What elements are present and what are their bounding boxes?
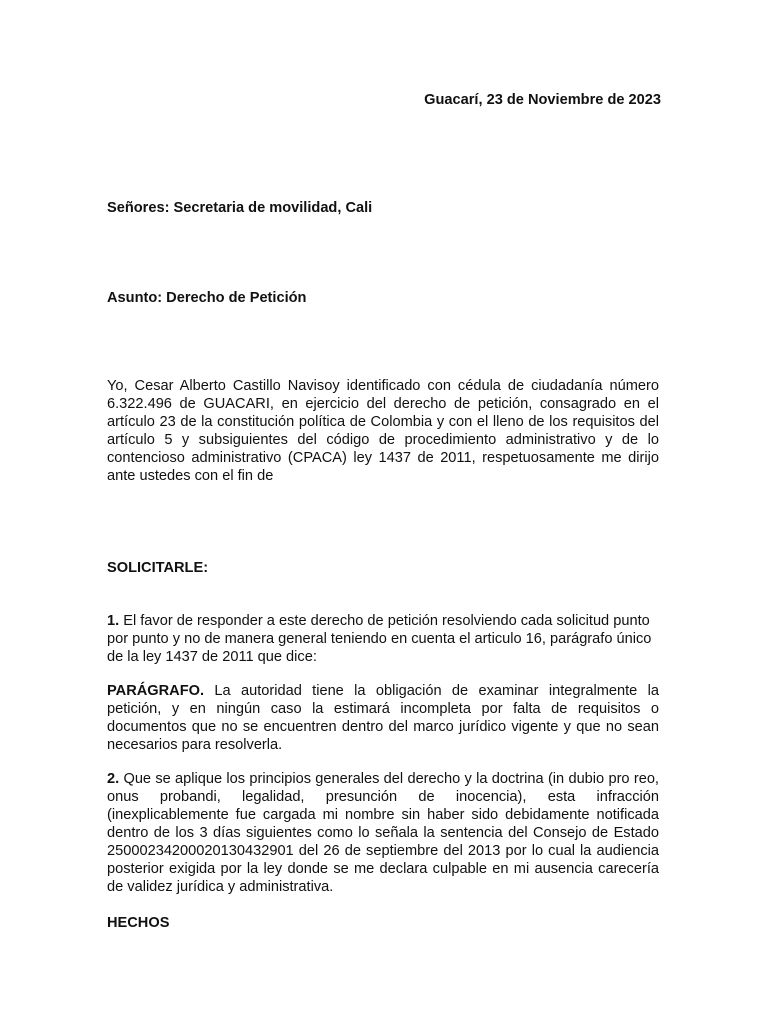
recipient-line: Señores: Secretaria de movilidad, Cali — [107, 200, 373, 216]
subject-line: Asunto: Derecho de Petición — [107, 290, 307, 306]
request-heading: SOLICITARLE: — [107, 560, 209, 576]
paragraph-label: PARÁGRAFO. — [107, 683, 205, 699]
request-item-2 — [107, 770, 659, 896]
request-item-1 — [107, 612, 659, 666]
intro-paragraph: Yo, Cesar Alberto Castillo Navisoy identificado con cédula de ciudadanía número 6.322.496 de GUACARI, en ejercicio del derecho de petición, consagrado en el artículo 23 de la constitución política de Colombia y con el lleno de los requisitos del artículo 5 y subsiguientes del código de procedimiento administrativo y de lo contencioso administrativo (CPACA) ley 1437 de 2011, respetuosamente me dirijo ante ustedes con el fin de — [107, 378, 659, 484]
date-line: Guacarí, 23 de Noviembre de 2023 — [424, 92, 661, 108]
item-1-text: El favor de responder a este derecho de petición resolviendo cada solicitud punto por punto y no de manera general teniendo en cuenta el articulo 16, parágrafo único de la ley 1437 de 2011 que dice: — [107, 613, 652, 665]
item-2-text: Que se aplique los principios generales del derecho y la doctrina (in dubio pro reo, onus probandi, legalidad, presunción de inocencia), esta infracción (inexplicablemente fue cargada mi nombre sin haber sido debidamente notificada dentro de los 3 días siguientes como lo señala la sentencia del Consejo de Estado 25000234200020130432901 del 26 de septiembre del 2013 por lo cual la audiencia posterior exigida por la ley donde se me declara culpable en mi ausencia carecería de validez jurídica y administrativa. — [107, 771, 659, 895]
item-2-number: 2. — [107, 771, 120, 787]
facts-heading: HECHOS — [107, 915, 170, 931]
paragraph-text: La autoridad tiene la obligación de examinar integralmente la petición, y en ningún caso la estimará incompleta por falta de requisitos o documentos que no se encuentren dentro del marco jurídico vigente y que no sean necesarios para resolverla. — [107, 683, 659, 753]
item-1-number: 1. — [107, 613, 120, 629]
paragraph-block — [107, 682, 659, 754]
